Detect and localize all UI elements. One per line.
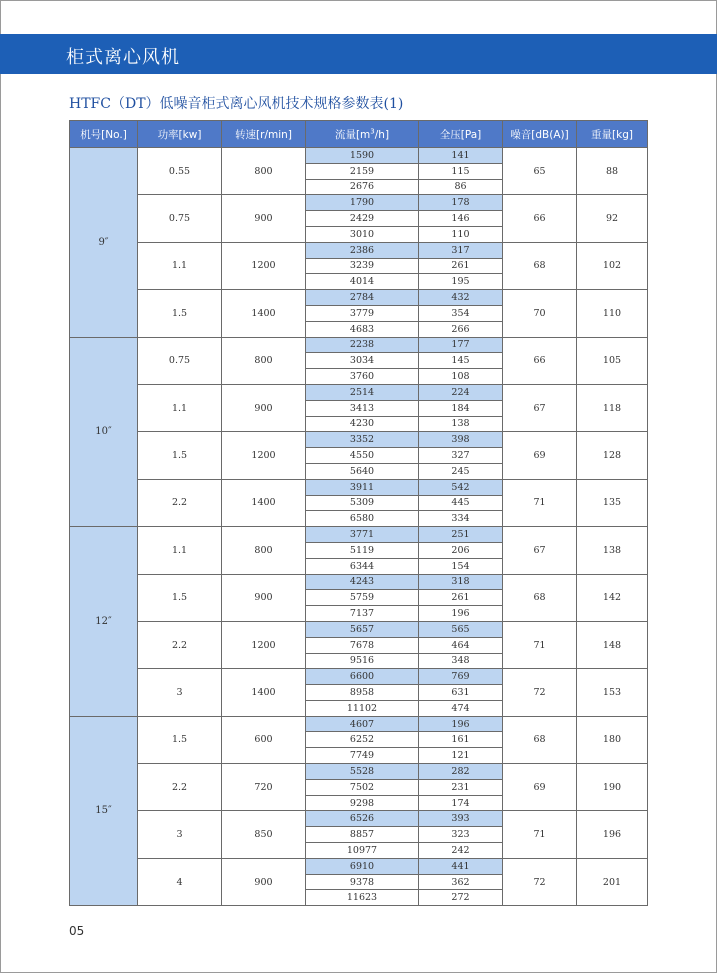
noise-cell: 69: [503, 432, 577, 479]
pressure-cell: 245: [419, 463, 503, 479]
pressure-cell: 196: [419, 606, 503, 622]
table-row: [70, 195, 648, 211]
noise-cell: 70: [503, 290, 577, 337]
flow-cell: 2429: [306, 211, 419, 227]
flow-cell: 3413: [306, 400, 419, 416]
table-row: [70, 148, 648, 164]
speed-cell: 900: [222, 195, 306, 242]
table-row: [70, 811, 648, 827]
power-cell: 2.2: [138, 479, 222, 526]
pressure-cell: 261: [419, 258, 503, 274]
pressure-cell: 196: [419, 716, 503, 732]
weight-cell: 135: [577, 479, 648, 526]
speed-cell: 1400: [222, 669, 306, 716]
pressure-cell: 224: [419, 384, 503, 400]
pressure-cell: 445: [419, 495, 503, 511]
speed-cell: 720: [222, 764, 306, 811]
pressure-cell: 115: [419, 163, 503, 179]
pressure-cell: 362: [419, 874, 503, 890]
speed-cell: 900: [222, 858, 306, 905]
flow-cell: 9516: [306, 653, 419, 669]
pressure-cell: 145: [419, 353, 503, 369]
noise-cell: 71: [503, 621, 577, 668]
flow-cell: 6600: [306, 669, 419, 685]
table-row: [70, 621, 648, 637]
flow-cell: 1590: [306, 148, 419, 164]
power-cell: 4: [138, 858, 222, 905]
pressure-cell: 177: [419, 337, 503, 353]
section-title: 柜式离心风机: [66, 47, 180, 68]
table-row: [70, 337, 648, 353]
pressure-cell: 121: [419, 748, 503, 764]
flow-cell: 9298: [306, 795, 419, 811]
flow-cell: 5119: [306, 542, 419, 558]
pressure-cell: 266: [419, 321, 503, 337]
header-flow-suffix: /h]: [374, 128, 390, 141]
pressure-cell: 441: [419, 858, 503, 874]
speed-cell: 800: [222, 148, 306, 195]
power-cell: 2.2: [138, 764, 222, 811]
pressure-cell: 138: [419, 416, 503, 432]
power-cell: 3: [138, 811, 222, 858]
pressure-cell: 242: [419, 843, 503, 859]
pressure-cell: 146: [419, 211, 503, 227]
pressure-cell: 474: [419, 700, 503, 716]
flow-cell: 6580: [306, 511, 419, 527]
flow-cell: 2676: [306, 179, 419, 195]
weight-cell: 190: [577, 764, 648, 811]
power-cell: 1.5: [138, 574, 222, 621]
pressure-cell: 282: [419, 764, 503, 780]
pressure-cell: 110: [419, 226, 503, 242]
power-cell: 1.5: [138, 716, 222, 763]
flow-cell: 3239: [306, 258, 419, 274]
weight-cell: 92: [577, 195, 648, 242]
table-title: HTFC（DT）低噪音柜式离心风机技术规格参数表(1): [69, 96, 404, 112]
pressure-cell: 161: [419, 732, 503, 748]
speed-cell: 600: [222, 716, 306, 763]
power-cell: 1.1: [138, 384, 222, 431]
flow-cell: 2514: [306, 384, 419, 400]
flow-cell: 6344: [306, 558, 419, 574]
pressure-cell: 174: [419, 795, 503, 811]
noise-cell: 66: [503, 337, 577, 384]
flow-cell: 7137: [306, 606, 419, 622]
flow-cell: 5657: [306, 621, 419, 637]
noise-cell: 71: [503, 479, 577, 526]
noise-cell: 67: [503, 384, 577, 431]
pressure-cell: 178: [419, 195, 503, 211]
flow-cell: 6252: [306, 732, 419, 748]
pressure-cell: 272: [419, 890, 503, 906]
weight-cell: 110: [577, 290, 648, 337]
pressure-cell: 354: [419, 305, 503, 321]
header-noise: 噪音[dB(A)]: [503, 121, 577, 148]
flow-cell: 6526: [306, 811, 419, 827]
header-weight: 重量[kg]: [577, 121, 648, 148]
table-row: [70, 858, 648, 874]
table-header-row: [70, 121, 648, 148]
weight-cell: 118: [577, 384, 648, 431]
speed-cell: 800: [222, 337, 306, 384]
weight-cell: 180: [577, 716, 648, 763]
pressure-cell: 184: [419, 400, 503, 416]
flow-cell: 8857: [306, 827, 419, 843]
weight-cell: 105: [577, 337, 648, 384]
pressure-cell: 542: [419, 479, 503, 495]
header-no: 机号[No.]: [70, 121, 138, 148]
weight-cell: 201: [577, 858, 648, 905]
speed-cell: 1200: [222, 432, 306, 479]
table-row: [70, 764, 648, 780]
speed-cell: 850: [222, 811, 306, 858]
page-number: 05: [69, 924, 85, 938]
pressure-cell: 334: [419, 511, 503, 527]
table-row: [70, 716, 648, 732]
flow-cell: 7749: [306, 748, 419, 764]
pressure-cell: 327: [419, 448, 503, 464]
speed-cell: 1200: [222, 621, 306, 668]
weight-cell: 88: [577, 148, 648, 195]
pressure-cell: 318: [419, 574, 503, 590]
noise-cell: 69: [503, 764, 577, 811]
flow-cell: 4014: [306, 274, 419, 290]
weight-cell: 128: [577, 432, 648, 479]
pressure-cell: 323: [419, 827, 503, 843]
pressure-cell: 154: [419, 558, 503, 574]
flow-cell: 1790: [306, 195, 419, 211]
power-cell: 1.1: [138, 242, 222, 289]
flow-cell: 3034: [306, 353, 419, 369]
model-number-cell: 12″: [70, 527, 138, 717]
pressure-cell: 317: [419, 242, 503, 258]
table-row: [70, 669, 648, 685]
pressure-cell: 195: [419, 274, 503, 290]
flow-cell: 7678: [306, 637, 419, 653]
spec-table: [69, 120, 648, 906]
pressure-cell: 432: [419, 290, 503, 306]
flow-cell: 8958: [306, 685, 419, 701]
flow-cell: 3779: [306, 305, 419, 321]
speed-cell: 900: [222, 384, 306, 431]
pressure-cell: 86: [419, 179, 503, 195]
weight-cell: 138: [577, 527, 648, 574]
pressure-cell: 398: [419, 432, 503, 448]
pressure-cell: 565: [419, 621, 503, 637]
weight-cell: 196: [577, 811, 648, 858]
table-row: [70, 290, 648, 306]
pressure-cell: 141: [419, 148, 503, 164]
power-cell: 2.2: [138, 621, 222, 668]
flow-cell: 5528: [306, 764, 419, 780]
power-cell: 0.75: [138, 195, 222, 242]
spec-table-body: [70, 148, 648, 906]
flow-cell: 9378: [306, 874, 419, 890]
flow-cell: 4607: [306, 716, 419, 732]
pressure-cell: 464: [419, 637, 503, 653]
header-speed: 转速[r/min]: [222, 121, 306, 148]
flow-cell: 4683: [306, 321, 419, 337]
noise-cell: 67: [503, 527, 577, 574]
flow-cell: 3010: [306, 226, 419, 242]
noise-cell: 68: [503, 574, 577, 621]
flow-cell: 5640: [306, 463, 419, 479]
flow-cell: 3911: [306, 479, 419, 495]
power-cell: 1.1: [138, 527, 222, 574]
table-row: [70, 432, 648, 448]
pressure-cell: 393: [419, 811, 503, 827]
pressure-cell: 261: [419, 590, 503, 606]
weight-cell: 102: [577, 242, 648, 289]
table-row: [70, 384, 648, 400]
flow-cell: 5759: [306, 590, 419, 606]
header-flow: [306, 121, 419, 148]
flow-cell: 10977: [306, 843, 419, 859]
flow-cell: 4230: [306, 416, 419, 432]
flow-cell: 2238: [306, 337, 419, 353]
table-row: [70, 574, 648, 590]
flow-cell: 4243: [306, 574, 419, 590]
flow-cell: 7502: [306, 779, 419, 795]
flow-cell: 11102: [306, 700, 419, 716]
flow-cell: 11623: [306, 890, 419, 906]
noise-cell: 68: [503, 716, 577, 763]
flow-cell: 3771: [306, 527, 419, 543]
noise-cell: 72: [503, 669, 577, 716]
header-flow-sup: 3: [370, 127, 375, 135]
weight-cell: 148: [577, 621, 648, 668]
speed-cell: 900: [222, 574, 306, 621]
power-cell: 1.5: [138, 290, 222, 337]
speed-cell: 1400: [222, 290, 306, 337]
noise-cell: 71: [503, 811, 577, 858]
flow-cell: 5309: [306, 495, 419, 511]
model-number-cell: 9″: [70, 148, 138, 338]
flow-cell: 4550: [306, 448, 419, 464]
flow-cell: 3760: [306, 369, 419, 385]
table-row: [70, 527, 648, 543]
table-row: [70, 242, 648, 258]
header-flow-prefix: 流量[m: [334, 128, 371, 141]
speed-cell: 1400: [222, 479, 306, 526]
table-row: [70, 479, 648, 495]
pressure-cell: 631: [419, 685, 503, 701]
weight-cell: 153: [577, 669, 648, 716]
flow-cell: 2159: [306, 163, 419, 179]
flow-cell: 2784: [306, 290, 419, 306]
speed-cell: 1200: [222, 242, 306, 289]
pressure-cell: 206: [419, 542, 503, 558]
pressure-cell: 348: [419, 653, 503, 669]
speed-cell: 800: [222, 527, 306, 574]
model-number-cell: 15″: [70, 716, 138, 906]
pressure-cell: 108: [419, 369, 503, 385]
noise-cell: 68: [503, 242, 577, 289]
pressure-cell: 251: [419, 527, 503, 543]
weight-cell: 142: [577, 574, 648, 621]
noise-cell: 66: [503, 195, 577, 242]
section-banner: [0, 34, 717, 74]
noise-cell: 65: [503, 148, 577, 195]
model-number-cell: 10″: [70, 337, 138, 527]
power-cell: 0.75: [138, 337, 222, 384]
header-pressure: 全压[Pa]: [419, 121, 503, 148]
flow-cell: 6910: [306, 858, 419, 874]
noise-cell: 72: [503, 858, 577, 905]
power-cell: 3: [138, 669, 222, 716]
pressure-cell: 769: [419, 669, 503, 685]
flow-cell: 3352: [306, 432, 419, 448]
power-cell: 0.55: [138, 148, 222, 195]
power-cell: 1.5: [138, 432, 222, 479]
header-power: 功率[kw]: [138, 121, 222, 148]
flow-cell: 2386: [306, 242, 419, 258]
pressure-cell: 231: [419, 779, 503, 795]
